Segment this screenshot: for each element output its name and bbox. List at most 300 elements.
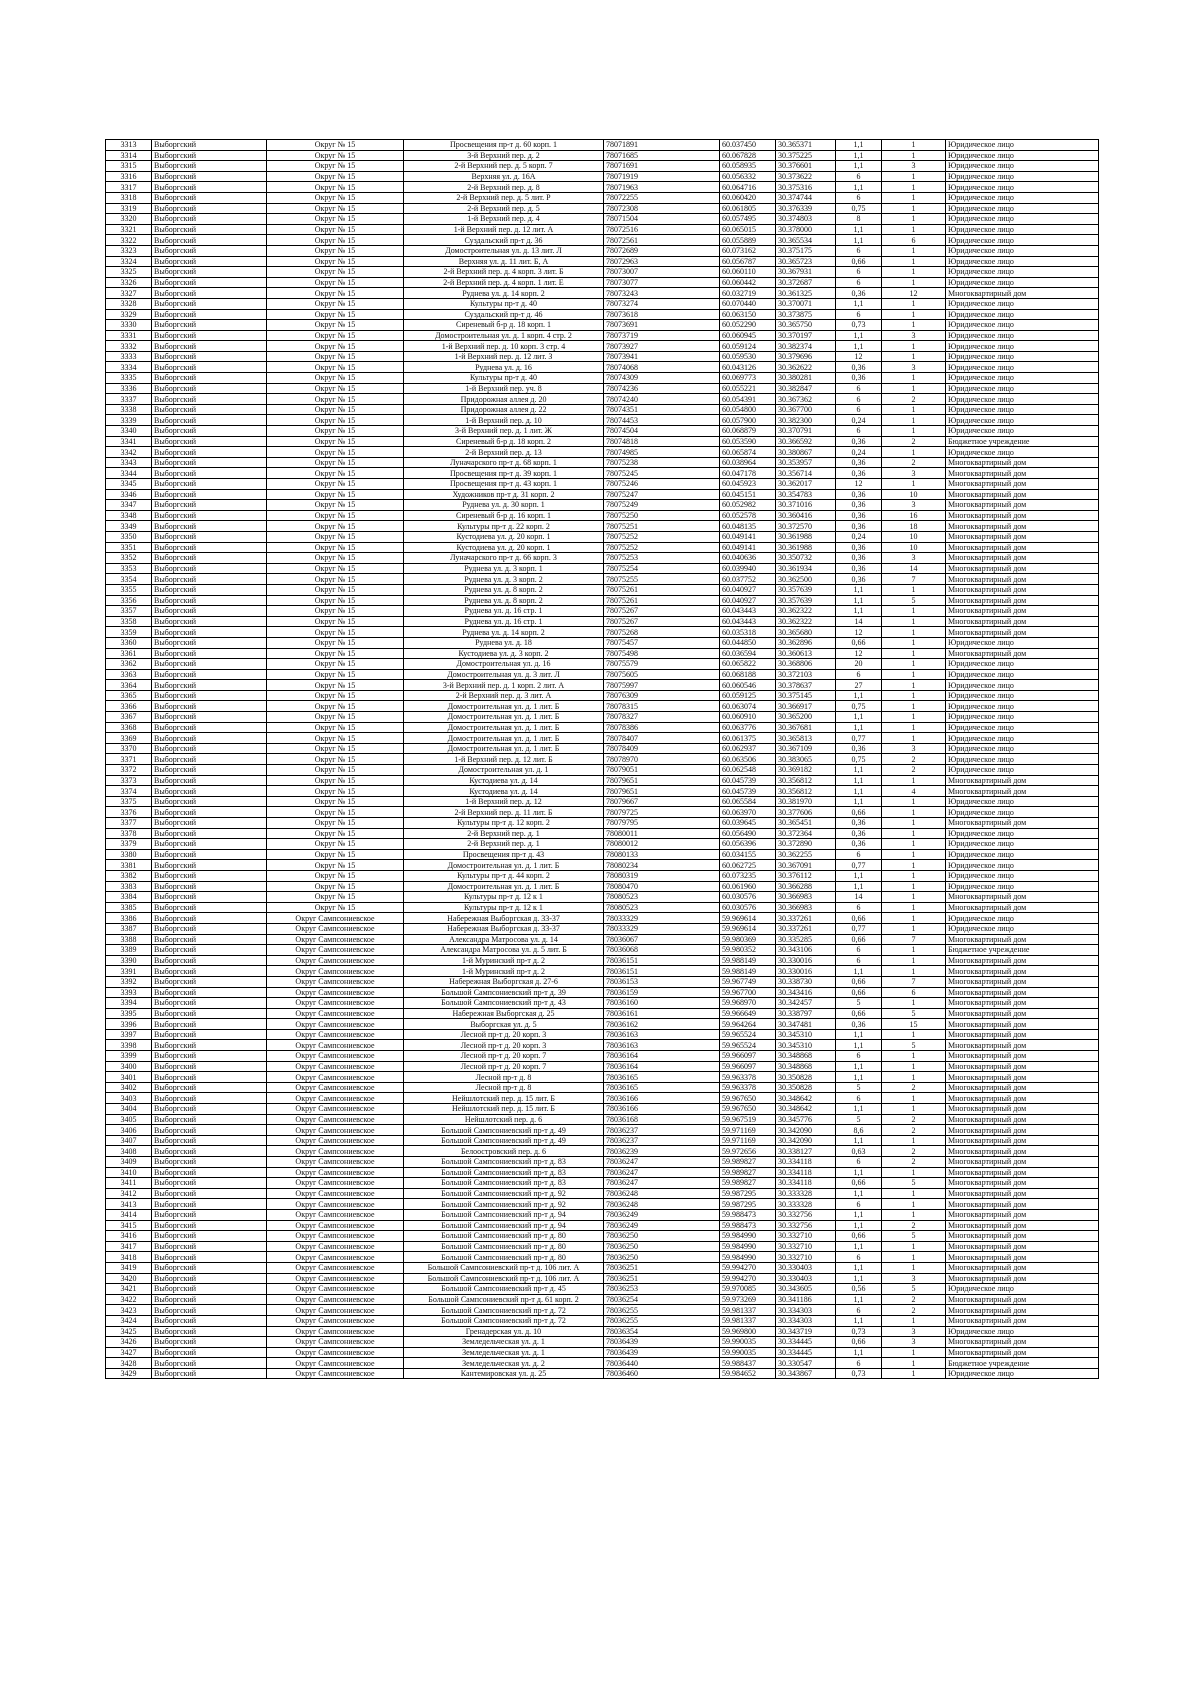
object-id-cell: 78036251 [604, 1262, 720, 1273]
district-cell: Выборгский [152, 733, 267, 744]
volume-cell: 0,36 [836, 489, 882, 500]
volume-cell: 0,24 [836, 531, 882, 542]
table-row [106, 659, 1099, 670]
owner-type-cell: Многоквартирный дом [946, 1114, 1099, 1125]
district-cell: Выборгский [152, 150, 267, 161]
table-row [106, 892, 1099, 903]
latitude-cell: 60.045151 [720, 489, 776, 500]
count-cell: 1 [882, 818, 946, 829]
count-cell: 1 [882, 203, 946, 214]
row-number-cell: 3357 [106, 606, 152, 617]
longitude-cell: 30.367109 [776, 743, 836, 754]
longitude-cell: 30.333328 [776, 1188, 836, 1199]
address-cell: Домостроительная ул. д. 1 лит. Б [404, 712, 604, 723]
district-cell: Выборгский [152, 468, 267, 479]
table-row [106, 1188, 1099, 1199]
latitude-cell: 60.057495 [720, 214, 776, 225]
latitude-cell: 60.068879 [720, 426, 776, 437]
volume-cell: 1,1 [836, 150, 882, 161]
row-number-cell: 3347 [106, 500, 152, 511]
volume-cell: 20 [836, 659, 882, 670]
address-cell: 2-й Верхний пер. д. 1 [404, 839, 604, 850]
municipality-cell: Округ № 15 [267, 743, 404, 754]
count-cell: 1 [882, 351, 946, 362]
table-row [106, 1135, 1099, 1146]
address-cell: Белоостровский пер. д. 6 [404, 1146, 604, 1157]
latitude-cell: 60.038964 [720, 457, 776, 468]
owner-type-cell: Юридическое лицо [946, 870, 1099, 881]
municipality-cell: Округ № 15 [267, 860, 404, 871]
count-cell: 5 [882, 1178, 946, 1189]
count-cell: 1 [882, 224, 946, 235]
object-id-cell: 78075268 [604, 627, 720, 638]
object-id-cell: 78075267 [604, 606, 720, 617]
table-row [106, 192, 1099, 203]
table-row [106, 987, 1099, 998]
row-number-cell: 3378 [106, 828, 152, 839]
table-row [106, 934, 1099, 945]
district-cell: Выборгский [152, 235, 267, 246]
count-cell: 1 [882, 955, 946, 966]
district-cell: Выборгский [152, 786, 267, 797]
volume-cell: 1,1 [836, 140, 882, 151]
count-cell: 3 [882, 553, 946, 564]
district-cell: Выборгский [152, 394, 267, 405]
volume-cell: 1,1 [836, 161, 882, 172]
longitude-cell: 30.373622 [776, 171, 836, 182]
row-number-cell: 3322 [106, 235, 152, 246]
address-cell: Большой Сампсониевский пр-т д. 94 [404, 1209, 604, 1220]
municipality-cell: Округ Сампсониевское [267, 1209, 404, 1220]
table-row [106, 214, 1099, 225]
row-number-cell: 3379 [106, 839, 152, 850]
object-id-cell: 78072561 [604, 235, 720, 246]
latitude-cell: 60.032719 [720, 288, 776, 299]
count-cell: 1 [882, 722, 946, 733]
object-id-cell: 78036164 [604, 1051, 720, 1062]
volume-cell: 0,75 [836, 701, 882, 712]
owner-type-cell: Многоквартирный дом [946, 1252, 1099, 1263]
address-cell: Большой Сампсониевский пр-т д. 49 [404, 1135, 604, 1146]
count-cell: 12 [882, 288, 946, 299]
district-cell: Выборгский [152, 680, 267, 691]
latitude-cell: 60.065822 [720, 659, 776, 670]
volume-cell: 12 [836, 627, 882, 638]
table-row [106, 902, 1099, 913]
district-cell: Выборгский [152, 1167, 267, 1178]
object-id-cell: 78036247 [604, 1167, 720, 1178]
object-id-cell: 78036162 [604, 1019, 720, 1030]
row-number-cell: 3375 [106, 796, 152, 807]
owner-type-cell: Юридическое лицо [946, 796, 1099, 807]
table-row [106, 489, 1099, 500]
owner-type-cell: Юридическое лицо [946, 298, 1099, 309]
longitude-cell: 30.361988 [776, 531, 836, 542]
row-number-cell: 3330 [106, 320, 152, 331]
owner-type-cell: Многоквартирный дом [946, 892, 1099, 903]
row-number-cell: 3421 [106, 1284, 152, 1295]
longitude-cell: 30.332756 [776, 1209, 836, 1220]
volume-cell: 0,36 [836, 839, 882, 850]
district-cell: Выборгский [152, 637, 267, 648]
count-cell: 2 [882, 1220, 946, 1231]
table-row [106, 1104, 1099, 1115]
address-cell: Кустодиева ул. д. 14 [404, 775, 604, 786]
owner-type-cell: Многоквартирный дом [946, 288, 1099, 299]
owner-type-cell: Юридическое лицо [946, 224, 1099, 235]
latitude-cell: 60.061960 [720, 881, 776, 892]
longitude-cell: 30.365200 [776, 712, 836, 723]
table-row [106, 1072, 1099, 1083]
district-cell: Выборгский [152, 690, 267, 701]
count-cell: 1 [882, 1368, 946, 1379]
row-number-cell: 3413 [106, 1199, 152, 1210]
latitude-cell: 60.073235 [720, 870, 776, 881]
table-row [106, 722, 1099, 733]
object-id-cell: 78036166 [604, 1093, 720, 1104]
latitude-cell: 59.988473 [720, 1209, 776, 1220]
owner-type-cell: Юридическое лицо [946, 690, 1099, 701]
volume-cell: 0,77 [836, 733, 882, 744]
address-cell: 1-й Муринский пр-т д. 2 [404, 955, 604, 966]
row-number-cell: 3340 [106, 426, 152, 437]
object-id-cell: 78036354 [604, 1326, 720, 1337]
longitude-cell: 30.366592 [776, 436, 836, 447]
owner-type-cell: Юридическое лицо [946, 637, 1099, 648]
address-cell: Большой Сампсониевский пр-т д. 80 [404, 1231, 604, 1242]
address-cell: Нейшлотский пер. д. 15 лит. Б [404, 1093, 604, 1104]
row-number-cell: 3338 [106, 404, 152, 415]
row-number-cell: 3417 [106, 1241, 152, 1252]
latitude-cell: 60.057900 [720, 415, 776, 426]
row-number-cell: 3429 [106, 1368, 152, 1379]
district-cell: Выборгский [152, 976, 267, 987]
object-id-cell: 78036067 [604, 934, 720, 945]
longitude-cell: 30.342457 [776, 998, 836, 1009]
municipality-cell: Округ Сампсониевское [267, 1284, 404, 1295]
municipality-cell: Округ Сампсониевское [267, 955, 404, 966]
object-id-cell: 78036253 [604, 1284, 720, 1295]
latitude-cell: 59.981337 [720, 1305, 776, 1316]
count-cell: 3 [882, 362, 946, 373]
row-number-cell: 3314 [106, 150, 152, 161]
municipality-cell: Округ Сампсониевское [267, 923, 404, 934]
row-number-cell: 3368 [106, 722, 152, 733]
longitude-cell: 30.343719 [776, 1326, 836, 1337]
volume-cell: 12 [836, 479, 882, 490]
table-row [106, 351, 1099, 362]
row-number-cell: 3412 [106, 1188, 152, 1199]
object-id-cell: 78075457 [604, 637, 720, 648]
count-cell: 1 [882, 415, 946, 426]
owner-type-cell: Юридическое лицо [946, 373, 1099, 384]
row-number-cell: 3400 [106, 1061, 152, 1072]
address-cell: Верхняя ул. д. 11 лит. Б, А [404, 256, 604, 267]
row-number-cell: 3416 [106, 1231, 152, 1242]
object-id-cell: 78079651 [604, 786, 720, 797]
count-cell: 1 [882, 309, 946, 320]
district-cell: Выборгский [152, 1347, 267, 1358]
municipality-cell: Округ № 15 [267, 171, 404, 182]
district-cell: Выборгский [152, 1146, 267, 1157]
count-cell: 1 [882, 966, 946, 977]
object-id-cell: 78036068 [604, 945, 720, 956]
object-id-cell: 78071891 [604, 140, 720, 151]
municipality-cell: Округ № 15 [267, 457, 404, 468]
district-cell: Выборгский [152, 1231, 267, 1242]
municipality-cell: Округ № 15 [267, 309, 404, 320]
district-cell: Выборгский [152, 489, 267, 500]
table-row [106, 1019, 1099, 1030]
object-id-cell: 78036237 [604, 1135, 720, 1146]
row-number-cell: 3428 [106, 1358, 152, 1369]
district-cell: Выборгский [152, 1135, 267, 1146]
object-id-cell: 78071504 [604, 214, 720, 225]
address-cell: 1-й Верхний пер. д. 12 [404, 796, 604, 807]
municipality-cell: Округ № 15 [267, 616, 404, 627]
owner-type-cell: Юридическое лицо [946, 712, 1099, 723]
table-row [106, 1262, 1099, 1273]
owner-type-cell: Юридическое лицо [946, 214, 1099, 225]
owner-type-cell: Юридическое лицо [946, 807, 1099, 818]
object-id-cell: 78074818 [604, 436, 720, 447]
address-cell: Большой Сампсониевский пр-т д. 92 [404, 1199, 604, 1210]
volume-cell: 6 [836, 1157, 882, 1168]
volume-cell: 1,1 [836, 1072, 882, 1083]
table-row [106, 1252, 1099, 1263]
owner-type-cell: Юридическое лицо [946, 383, 1099, 394]
latitude-cell: 59.987295 [720, 1199, 776, 1210]
longitude-cell: 30.343416 [776, 987, 836, 998]
count-cell: 2 [882, 1305, 946, 1316]
volume-cell: 1,1 [836, 1262, 882, 1273]
table-row [106, 330, 1099, 341]
volume-cell: 0,36 [836, 542, 882, 553]
longitude-cell: 30.334303 [776, 1315, 836, 1326]
row-number-cell: 3399 [106, 1051, 152, 1062]
address-cell: Большой Сампсониевский пр-т д. 43 [404, 998, 604, 1009]
row-number-cell: 3329 [106, 309, 152, 320]
address-cell: Руднева ул. д. 14 корп. 2 [404, 627, 604, 638]
volume-cell: 1,1 [836, 1273, 882, 1284]
table-row [106, 245, 1099, 256]
address-cell: Большой Сампсониевский пр-т д. 106 лит. А [404, 1262, 604, 1273]
district-cell: Выборгский [152, 1337, 267, 1348]
municipality-cell: Округ № 15 [267, 775, 404, 786]
count-cell: 2 [882, 754, 946, 765]
address-cell: Культуры пр-т д. 44 корп. 2 [404, 870, 604, 881]
owner-type-cell: Юридическое лицо [946, 1284, 1099, 1295]
table-row [106, 415, 1099, 426]
object-id-cell: 78075261 [604, 595, 720, 606]
district-cell: Выборгский [152, 1157, 267, 1168]
count-cell: 2 [882, 1294, 946, 1305]
volume-cell: 1,1 [836, 330, 882, 341]
table-row [106, 1125, 1099, 1136]
row-number-cell: 3426 [106, 1337, 152, 1348]
object-id-cell: 78036255 [604, 1315, 720, 1326]
count-cell: 1 [882, 1072, 946, 1083]
latitude-cell: 60.061805 [720, 203, 776, 214]
longitude-cell: 30.367931 [776, 267, 836, 278]
owner-type-cell: Юридическое лицо [946, 256, 1099, 267]
table-row [106, 235, 1099, 246]
volume-cell: 1,1 [836, 690, 882, 701]
latitude-cell: 60.055221 [720, 383, 776, 394]
row-number-cell: 3410 [106, 1167, 152, 1178]
table-row [106, 669, 1099, 680]
row-number-cell: 3331 [106, 330, 152, 341]
row-number-cell: 3403 [106, 1093, 152, 1104]
row-number-cell: 3369 [106, 733, 152, 744]
owner-type-cell: Многоквартирный дом [946, 1315, 1099, 1326]
table-row [106, 584, 1099, 595]
municipality-cell: Округ № 15 [267, 489, 404, 500]
owner-type-cell: Многоквартирный дом [946, 1082, 1099, 1093]
table-row [106, 606, 1099, 617]
latitude-cell: 60.061375 [720, 733, 776, 744]
district-cell: Выборгский [152, 1199, 267, 1210]
volume-cell: 6 [836, 277, 882, 288]
latitude-cell: 60.063776 [720, 722, 776, 733]
address-cell: 1-й Верхний пер. д. 10 корп. 3 стр. 4 [404, 341, 604, 352]
address-cell: Александра Матросова ул. д. 5 лит. Б [404, 945, 604, 956]
table-row [106, 595, 1099, 606]
table-row [106, 860, 1099, 871]
latitude-cell: 59.988473 [720, 1220, 776, 1231]
address-cell: Большой Сампсониевский пр-т д. 72 [404, 1315, 604, 1326]
table-row [106, 712, 1099, 723]
owner-type-cell: Многоквартирный дом [946, 1125, 1099, 1136]
latitude-cell: 59.970085 [720, 1284, 776, 1295]
address-cell: Домостроительная ул. д. 1 [404, 765, 604, 776]
latitude-cell: 60.055889 [720, 235, 776, 246]
district-cell: Выборгский [152, 553, 267, 564]
count-cell: 3 [882, 468, 946, 479]
table-row [106, 923, 1099, 934]
district-cell: Выборгский [152, 796, 267, 807]
district-cell: Выборгский [152, 192, 267, 203]
table-row [106, 680, 1099, 691]
district-cell: Выборгский [152, 775, 267, 786]
district-cell: Выборгский [152, 542, 267, 553]
object-id-cell: 78080523 [604, 892, 720, 903]
latitude-cell: 59.965524 [720, 1040, 776, 1051]
municipality-cell: Округ Сампсониевское [267, 1358, 404, 1369]
longitude-cell: 30.361988 [776, 542, 836, 553]
district-cell: Выборгский [152, 373, 267, 384]
district-cell: Выборгский [152, 881, 267, 892]
object-id-cell: 78072516 [604, 224, 720, 235]
row-number-cell: 3418 [106, 1252, 152, 1263]
table-row [106, 404, 1099, 415]
address-cell: Большой Сампсониевский пр-т д. 94 [404, 1220, 604, 1231]
address-cell: Лесной пр-т д. 20 корп. 7 [404, 1061, 604, 1072]
latitude-cell: 60.059125 [720, 690, 776, 701]
district-cell: Выборгский [152, 998, 267, 1009]
volume-cell: 0,73 [836, 1368, 882, 1379]
latitude-cell: 60.049141 [720, 542, 776, 553]
owner-type-cell: Многоквартирный дом [946, 1104, 1099, 1115]
latitude-cell: 60.067828 [720, 150, 776, 161]
object-id-cell: 78071963 [604, 182, 720, 193]
table-row [106, 775, 1099, 786]
object-id-cell: 78036250 [604, 1241, 720, 1252]
table-row [106, 1199, 1099, 1210]
latitude-cell: 60.037450 [720, 140, 776, 151]
address-cell: 2-й Верхний пер. д. 13 [404, 447, 604, 458]
count-cell: 6 [882, 987, 946, 998]
municipality-cell: Округ № 15 [267, 606, 404, 617]
count-cell: 3 [882, 1326, 946, 1337]
address-cell: Домостроительная ул. д. 16 [404, 659, 604, 670]
object-id-cell: 78080011 [604, 828, 720, 839]
latitude-cell: 60.030576 [720, 892, 776, 903]
owner-type-cell: Юридическое лицо [946, 351, 1099, 362]
count-cell: 2 [882, 1146, 946, 1157]
municipality-cell: Округ Сампсониевское [267, 1262, 404, 1273]
municipality-cell: Округ № 15 [267, 796, 404, 807]
row-number-cell: 3367 [106, 712, 152, 723]
row-number-cell: 3341 [106, 436, 152, 447]
owner-type-cell: Юридическое лицо [946, 415, 1099, 426]
volume-cell: 0,36 [836, 373, 882, 384]
longitude-cell: 30.357639 [776, 595, 836, 606]
count-cell: 1 [882, 690, 946, 701]
table-row [106, 1029, 1099, 1040]
latitude-cell: 60.065015 [720, 224, 776, 235]
volume-cell: 1,1 [836, 881, 882, 892]
count-cell: 1 [882, 680, 946, 691]
owner-type-cell: Многоквартирный дом [946, 955, 1099, 966]
owner-type-cell: Многоквартирный дом [946, 500, 1099, 511]
latitude-cell: 59.963378 [720, 1082, 776, 1093]
longitude-cell: 30.365534 [776, 235, 836, 246]
count-cell: 10 [882, 542, 946, 553]
address-cell: Культуры пр-т д. 12 к 1 [404, 892, 604, 903]
volume-cell: 6 [836, 849, 882, 860]
table-row [106, 1157, 1099, 1168]
address-cell: Большой Сампсониевский пр-т д. 49 [404, 1125, 604, 1136]
latitude-cell: 60.063074 [720, 701, 776, 712]
owner-type-cell: Многоквартирный дом [946, 510, 1099, 521]
address-cell: Набережная Выборгская д. 33-37 [404, 913, 604, 924]
address-cell: Набережная Выборгская д. 27-6 [404, 976, 604, 987]
table-row [106, 1167, 1099, 1178]
longitude-cell: 30.371016 [776, 500, 836, 511]
volume-cell: 0,36 [836, 743, 882, 754]
longitude-cell: 30.338127 [776, 1146, 836, 1157]
latitude-cell: 60.045739 [720, 786, 776, 797]
owner-type-cell: Юридическое лицо [946, 161, 1099, 172]
object-id-cell: 78075247 [604, 489, 720, 500]
row-number-cell: 3335 [106, 373, 152, 384]
volume-cell: 5 [836, 998, 882, 1009]
longitude-cell: 30.347481 [776, 1019, 836, 1030]
address-cell: Руднева ул. д. 16 стр. 1 [404, 606, 604, 617]
district-cell: Выборгский [152, 1093, 267, 1104]
longitude-cell: 30.366288 [776, 881, 836, 892]
count-cell: 2 [882, 394, 946, 405]
district-cell: Выборгский [152, 203, 267, 214]
longitude-cell: 30.382847 [776, 383, 836, 394]
owner-type-cell: Юридическое лицо [946, 320, 1099, 331]
latitude-cell: 60.052290 [720, 320, 776, 331]
object-id-cell: 78036165 [604, 1072, 720, 1083]
longitude-cell: 30.334118 [776, 1178, 836, 1189]
owner-type-cell: Многоквартирный дом [946, 1220, 1099, 1231]
row-number-cell: 3405 [106, 1114, 152, 1125]
